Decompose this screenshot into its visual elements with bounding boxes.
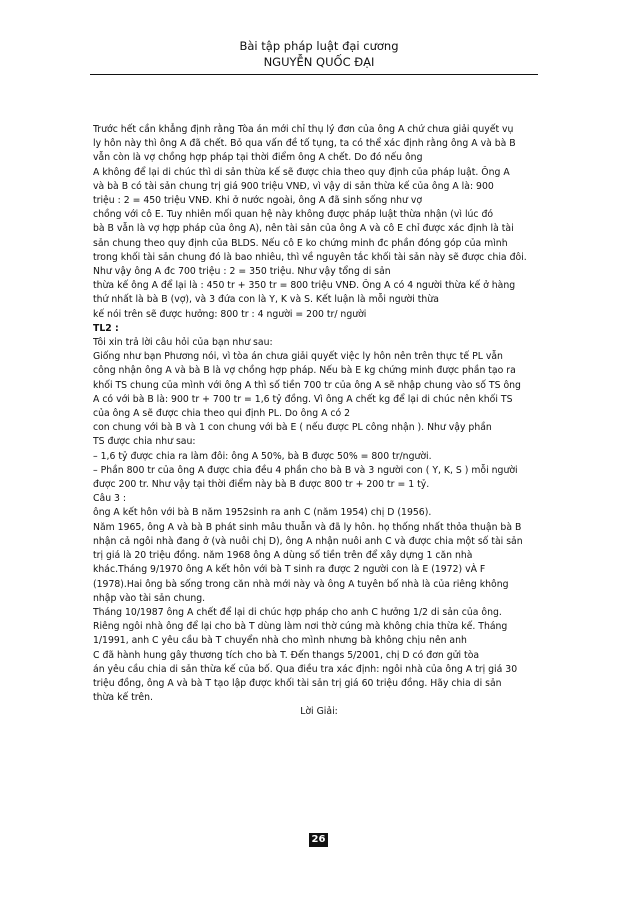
text-line: nhập vào tài sản chung.: [93, 592, 206, 604]
document-body: [93, 123, 545, 720]
text-line: 1/1991, anh C yêu cầu bà T chuyển nhà cho mình nhưng bà không chịu nên anh: [93, 635, 467, 647]
text-line: thừa kế ông A để lại là : 450 tr + 350 tr = 800 triệu VNĐ. Ông A có 4 người thừa kế ở hàng: [93, 280, 516, 292]
text-line: và bà B có tài sản chung trị giá 900 triệu VNĐ, vì vậy di sản thừa kế của ông A là: 900: [93, 180, 494, 192]
text-line: Tháng 10/1987 ông A chết để lại di chúc hợp pháp cho anh C hưởng 1/2 di sản của ông.: [93, 606, 502, 618]
text-line: của ông A sẽ được chia theo qui định PL. Do ông A có 2: [93, 408, 351, 420]
text-line: trong khối tài sản chung đó là bao nhiêu, thì về nguyên tắc khối tài sản này sẽ được chia đôi.: [93, 251, 527, 263]
page-number: 26: [309, 833, 328, 847]
text-line: Riêng ngôi nhà ông để lại cho bà T dùng làm nơi thờ cúng mà không chia thừa kế. Tháng: [93, 621, 508, 633]
text-line: triệu đồng, ông A và bà T tạo lập được khối tài sản trị giá 60 triệu đồng. Hãy chia di sản: [93, 677, 502, 689]
text-line: A không để lại di chúc thì di sản thừa kế sẽ được chia theo quy định của pháp luật. Ông A: [93, 166, 510, 178]
text-line: kế nói trên sẽ được hưởng: 800 tr : 4 người = 200 tr/ người: [93, 308, 367, 320]
text-line: C đã hành hung gây thương tích cho bà T. Đến thangs 5/2001, chị D có đơn gửi tòa: [93, 649, 480, 661]
text-line: bà B vẫn là vợ hợp pháp của ông A), nên tài sản của ông A và cô E chỉ được xác định là tài: [93, 223, 514, 235]
text-line: TS được chia như sau:: [93, 436, 196, 448]
page-header: [0, 38, 638, 70]
text-line: – Phần 800 tr của ông A được chia đều 4 phần cho bà B và 3 người con ( Y, K, S ) mỗi người: [93, 464, 518, 476]
text-line: Trước hết cần khẳng định rằng Tòa án mới chỉ thụ lý đơn của ông A chứ chưa giải quyết vụ: [93, 124, 514, 135]
text-line: thứ nhất là bà B (vợ), và 3 đứa con là Y, K và S. Kết luận là mỗi người thừa: [93, 294, 439, 306]
text-line: Năm 1965, ông A và bà B phát sinh mâu thuẫn và đã ly hôn. họ thống nhất thỏa thuận bà B: [93, 521, 522, 533]
text-line: khác.Tháng 9/1970 ông A kết hôn với bà T sinh ra được 2 người con là E (1972) vÀ F: [93, 564, 486, 576]
text-line: thừa kế trên.: [93, 692, 153, 704]
text-line: án yêu cầu chia di sản thừa kế của bố. Qua điều tra xác định: ngôi nhà của ông A trị giá 30: [93, 663, 518, 675]
header-divider: [90, 74, 538, 75]
text-line: – 1,6 tỷ được chia ra làm đôi: ông A 50%, bà B được 50% = 800 tr/người.: [93, 450, 432, 462]
text-line: công nhận ông A và bà B là vợ chồng hợp pháp. Nếu bà E kg chứng minh được phần tạo ra: [93, 365, 516, 377]
text-line: con chung với bà B và 1 con chung với bà E ( nếu được PL công nhận ). Như vậy phần: [93, 422, 492, 434]
text-line: nhận cả ngôi nhà đang ở (và nuôi chị D), ông A nhận nuôi anh C và được chia một số tài sản: [93, 535, 523, 547]
section-heading-cau3: Câu 3 :: [93, 493, 127, 505]
text-line: Giống như bạn Phương nói, vì tòa án chưa giải quyết việc ly hôn nên trên thực tế PL vẫn: [93, 351, 503, 363]
text-line: sản chung theo quy định của BLDS. Nếu cô E ko chứng minh đc phần đóng góp của mình: [93, 237, 508, 249]
text-line: vẫn còn là vợ chồng hợp pháp tại thời điểm ông A chết. Do đó nếu ông: [93, 152, 423, 164]
header-title: Bài tập pháp luật đại cương: [239, 39, 399, 53]
text-line: (1978).Hai ông bà sống trong căn nhà mới này và ông A tuyên bố nhà là của riêng không: [93, 578, 509, 590]
text-line: được 200 tr. Như vậy tại thời điểm này bà B được 800 tr + 200 tr = 1 tỷ.: [93, 479, 430, 491]
text-line: triệu : 2 = 450 triệu VNĐ. Khi ở nước ngoài, ông A đã sinh sống như vợ: [93, 195, 423, 207]
text-line: chồng với cô E. Tuy nhiên mối quan hệ này không được pháp luật thừa nhận (vì lúc đó: [93, 209, 494, 221]
text-line: trị giá là 20 triệu đồng. năm 1968 ông A dùng số tiền trên để xây dựng 1 căn nhà: [93, 550, 473, 562]
text-line: ông A kết hôn với bà B năm 1952sinh ra anh C (năm 1954) chị D (1956).: [93, 507, 432, 519]
header-author: NGUYỄN QUỐC ĐẠI: [263, 55, 375, 69]
solution-heading: Lời Giải:: [300, 706, 338, 718]
text-line: Tôi xin trả lời câu hỏi của bạn như sau:: [93, 337, 273, 349]
text-line: Như vậy ông A đc 700 triệu : 2 = 350 triệu. Như vậy tổng di sản: [93, 266, 391, 278]
text-line: ly hôn này thì ông A đã chết. Bỏ qua vấn đề tố tụng, ta có thể xác định rằng ông A và bà B: [93, 138, 516, 150]
text-line: khối TS chung của mình với ông A thì số tiền 700 tr của ông A sẽ nhập chung vào số TS ông: [93, 379, 521, 391]
section-heading-tl2: TL2 :: [93, 322, 119, 334]
text-line: A có với bà B là: 900 tr + 700 tr = 1,6 tỷ đồng. Vì ông A chết kg để lại di chúc nên khối TS: [93, 393, 513, 405]
